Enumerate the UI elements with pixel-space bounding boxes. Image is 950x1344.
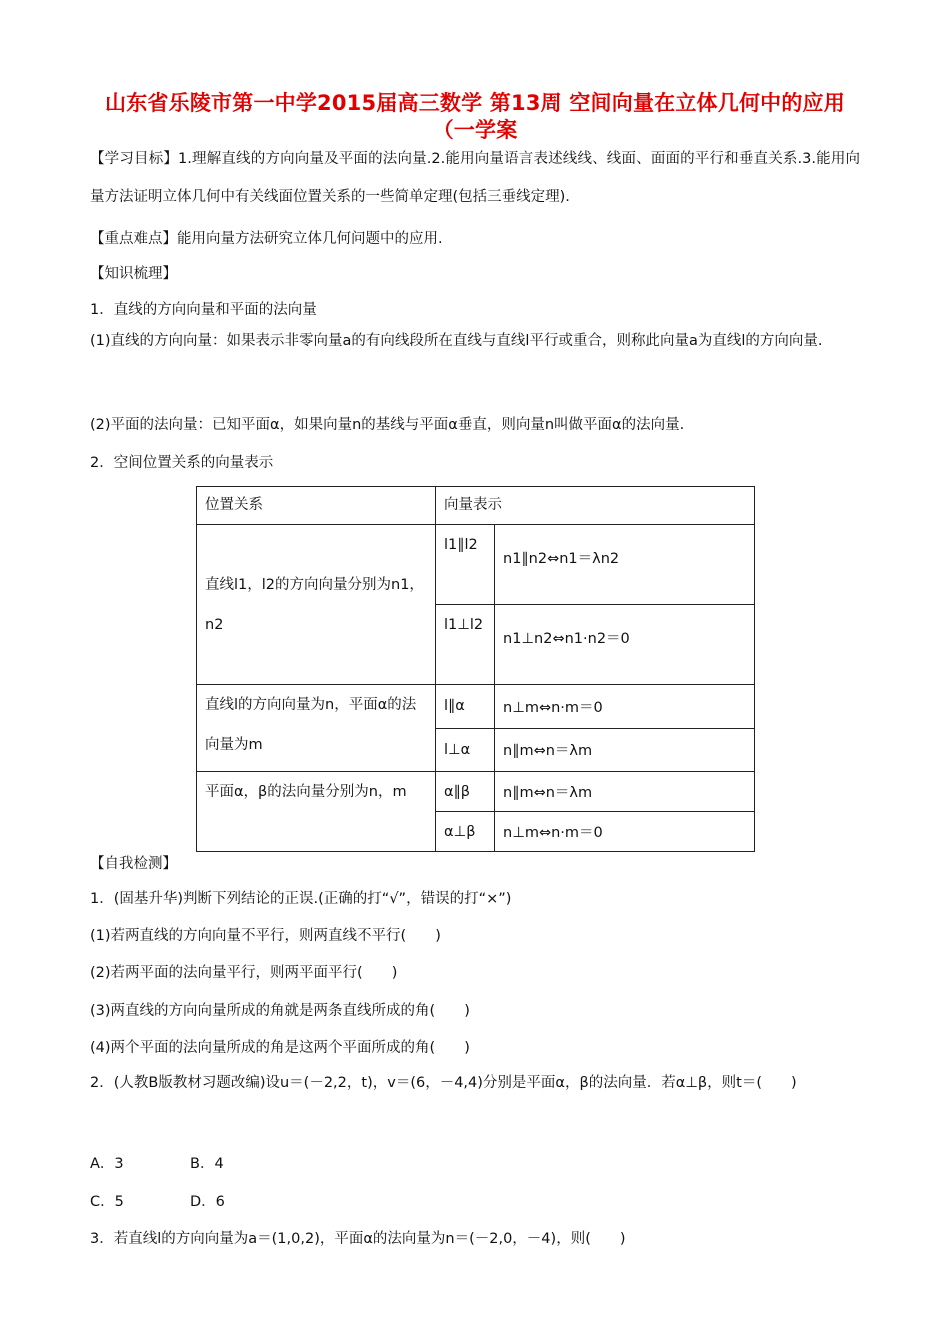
question-2-stem: 2．(人教B版教材习题改编)设u＝(－2,2，t)，v＝(6，－4,4)分别是平面α，β的法向量．若α⊥β，则t＝( ) [90, 1075, 797, 1091]
expression-cell: n⊥m⇔n·m＝0 [495, 812, 755, 852]
question-1-item: (1)若两直线的方向向量不平行，则两直线不平行( ) [90, 928, 441, 944]
question-1-item: (2)若两平面的法向量平行，则两平面平行( ) [90, 965, 398, 981]
header-vector: 向量表示 [436, 487, 755, 525]
learning-objectives: 【学习目标】1.理解直线的方向向量及平面的法向量.2.能用向量语言表述线线、线面、面面的平行和垂直关系.3.能用向量方法证明立体几何中有关线面位置关系的一些简单定理(包括三垂线定理). [90, 151, 860, 205]
relation-cell: l1∥l2 [436, 525, 495, 605]
question-1-item: (4)两个平面的法向量所成的角是这两个平面所成的角( ) [90, 1040, 470, 1056]
section1-title: 1．直线的方向向量和平面的法向量 [90, 302, 317, 318]
relation-cell: α⊥β [436, 812, 495, 852]
relation-cell: α∥β [436, 772, 495, 812]
question-3-stem: 3．若直线l的方向向量为a＝(1,0,2)，平面α的法向量为n＝(－2,0，－4)，则( ) [90, 1231, 626, 1247]
table-row [197, 685, 755, 729]
option-b: B．4 [190, 1156, 224, 1172]
table-row [197, 772, 755, 812]
document-title: 山东省乐陵市第一中学2015届高三数学 第13周 空间向量在立体几何中的应用（一学案 [105, 91, 845, 142]
group-desc: 平面α，β的法向量分别为n，m [197, 772, 436, 852]
expression-cell: n⊥m⇔n·m＝0 [495, 685, 755, 729]
key-points: 【重点难点】能用向量方法研究立体几何问题中的应用. [90, 231, 443, 247]
expression-cell: n∥m⇔n＝λm [495, 772, 755, 812]
option-a: A．3 [90, 1156, 124, 1172]
table-row [197, 525, 755, 605]
knowledge-heading: 【知识梳理】 [90, 266, 177, 282]
relation-cell: l∥α [436, 685, 495, 729]
group-desc: 直线l的方向向量为n，平面α的法向量为m [197, 685, 436, 772]
table-header-row [197, 487, 755, 525]
question-2-options-row [90, 1190, 225, 1211]
expression-cell: n1⊥n2⇔n1·n2＝0 [495, 605, 755, 685]
relation-cell: l⊥α [436, 728, 495, 772]
question-1-item: (3)两直线的方向向量所成的角就是两条直线所成的角( ) [90, 1003, 470, 1019]
expression-cell: n∥m⇔n＝λm [495, 728, 755, 772]
option-d: D．6 [190, 1194, 225, 1210]
vector-relation-table [196, 486, 755, 852]
normal-vector-definition: (2)平面的法向量：已知平面α，如果向量n的基线与平面α垂直，则向量n叫做平面α的法向量. [90, 417, 685, 433]
expression-cell: n1∥n2⇔n1＝λn2 [495, 525, 755, 605]
relation-cell: l1⊥l2 [436, 605, 495, 685]
option-c: C．5 [90, 1194, 124, 1210]
group-desc: 直线l1，l2的方向向量分别为n1，n2 [197, 525, 436, 685]
header-relation: 位置关系 [197, 487, 436, 525]
self-check-heading: 【自我检测】 [90, 856, 177, 872]
question-1-stem: 1．(固基升华)判断下列结论的正误.(正确的打“√”，错误的打“×”) [90, 891, 512, 907]
question-2-options-row [90, 1152, 224, 1173]
section2-title: 2．空间位置关系的向量表示 [90, 455, 274, 471]
direction-vector-definition: (1)直线的方向向量：如果表示非零向量a的有向线段所在直线与直线l平行或重合，则称此向量a为直线l的方向向量. [90, 333, 823, 349]
